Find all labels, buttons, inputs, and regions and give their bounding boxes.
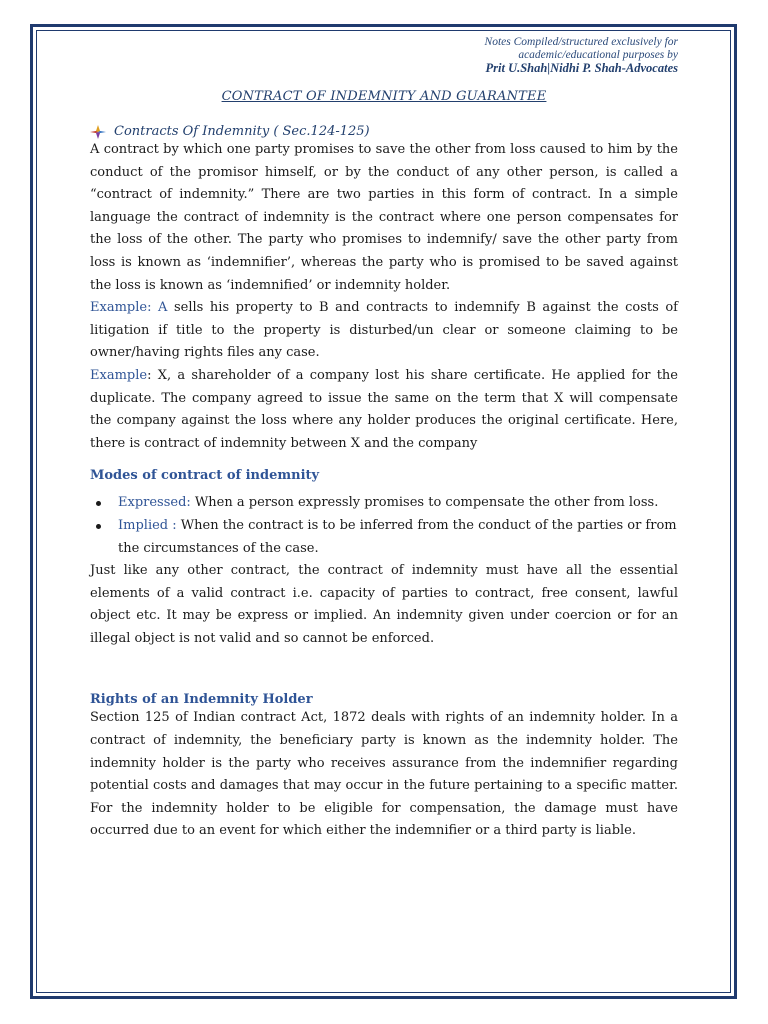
modes-heading: Modes of contract of indemnity: [90, 468, 320, 484]
rights-heading: Rights of an Indemnity Holder: [90, 692, 313, 708]
bullet-dot-icon: [96, 501, 101, 506]
section-heading-text: Contracts Of Indemnity ( Sec.124-125): [114, 124, 370, 139]
header-note: [90, 36, 678, 75]
example-paragraph-2: [90, 365, 678, 455]
rights-paragraph: Section 125 of Indian contract Act, 1872 deals with rights of an indemnity holder. In a contract of indemnity, the beneficiary party is known as the indemnity holder. The indemnity holder is the party who receives assurance from the indemnifier regarding potential costs and damages that may occur in the future pertaining to a specific matter. For the indemnity holder to be eligible for compensation, the damage must have occurred due to an event for which either the indemnifier or a third party is liable.: [90, 710, 678, 839]
essentials-paragraph: Just like any other contract, the contract of indemnity must have all the essential elements of a valid contract i.e. capacity of parties to contract, free consent, lawful object etc. It may be express or implied. An indemnity given under coercion or for an illegal object is not valid and so cannot be enforced.: [90, 563, 678, 646]
modes-list: [90, 492, 678, 560]
indemnity-definition-paragraph: A contract by which one party promises to save the other from loss caused to him by the conduct of the promisor himself, or by the conduct of any other person, is called a “contract of indemnity.” There are two parties in this form of contract. In a simple language the contract of indemnity is the contract where one person compensates for the loss of the other. The party who promises to indemnify/ save the other party from loss is known as ‘indemnifier’, whereas the party who is promised to be saved against the loss is known as ‘indemnified’ or indemnity holder.: [90, 142, 678, 293]
list-item: [90, 492, 678, 515]
example-label-1: Example: A: [90, 300, 168, 316]
example-label-2: Example: [90, 367, 148, 383]
header-note-line1: Notes Compiled/structured exclusively for: [484, 36, 678, 48]
document-content: [90, 36, 678, 843]
mode-label-implied: Implied :: [118, 517, 177, 533]
page-title: CONTRACT OF INDEMNITY AND GUARANTEE: [221, 89, 547, 104]
list-item: [90, 515, 678, 560]
header-authors: Prit U.Shah|Nidhi P. Shah-Advocates: [485, 61, 678, 75]
pushpin-bullet-icon: [90, 125, 106, 139]
mode-text-implied: When the contract is to be inferred from the conduct of the parties or from the circumstances of the case.: [118, 517, 677, 556]
mode-label-expressed: Expressed:: [118, 495, 191, 511]
bullet-dot-icon: [96, 524, 101, 529]
example-text-2: : X, a shareholder of a company lost his share certificate. He applied for the duplicate. The company agreed to issue the same on the term that X will compensate the company against the loss where any holder produces the original certificate. Here, there is contract of indemnity between X and the company: [90, 367, 678, 451]
example-text-1: sells his property to B and contracts to indemnify B against the costs of litigation if title to the property is disturbed/un clear or someone claiming to be owner/having rights files any case.: [90, 300, 678, 361]
header-note-line2: academic/educational purposes by: [518, 49, 678, 61]
mode-text-expressed: When a person expressly promises to compensate the other from loss.: [190, 495, 659, 511]
example-paragraph-1: [90, 297, 678, 365]
section-heading-indemnity: [90, 124, 678, 139]
